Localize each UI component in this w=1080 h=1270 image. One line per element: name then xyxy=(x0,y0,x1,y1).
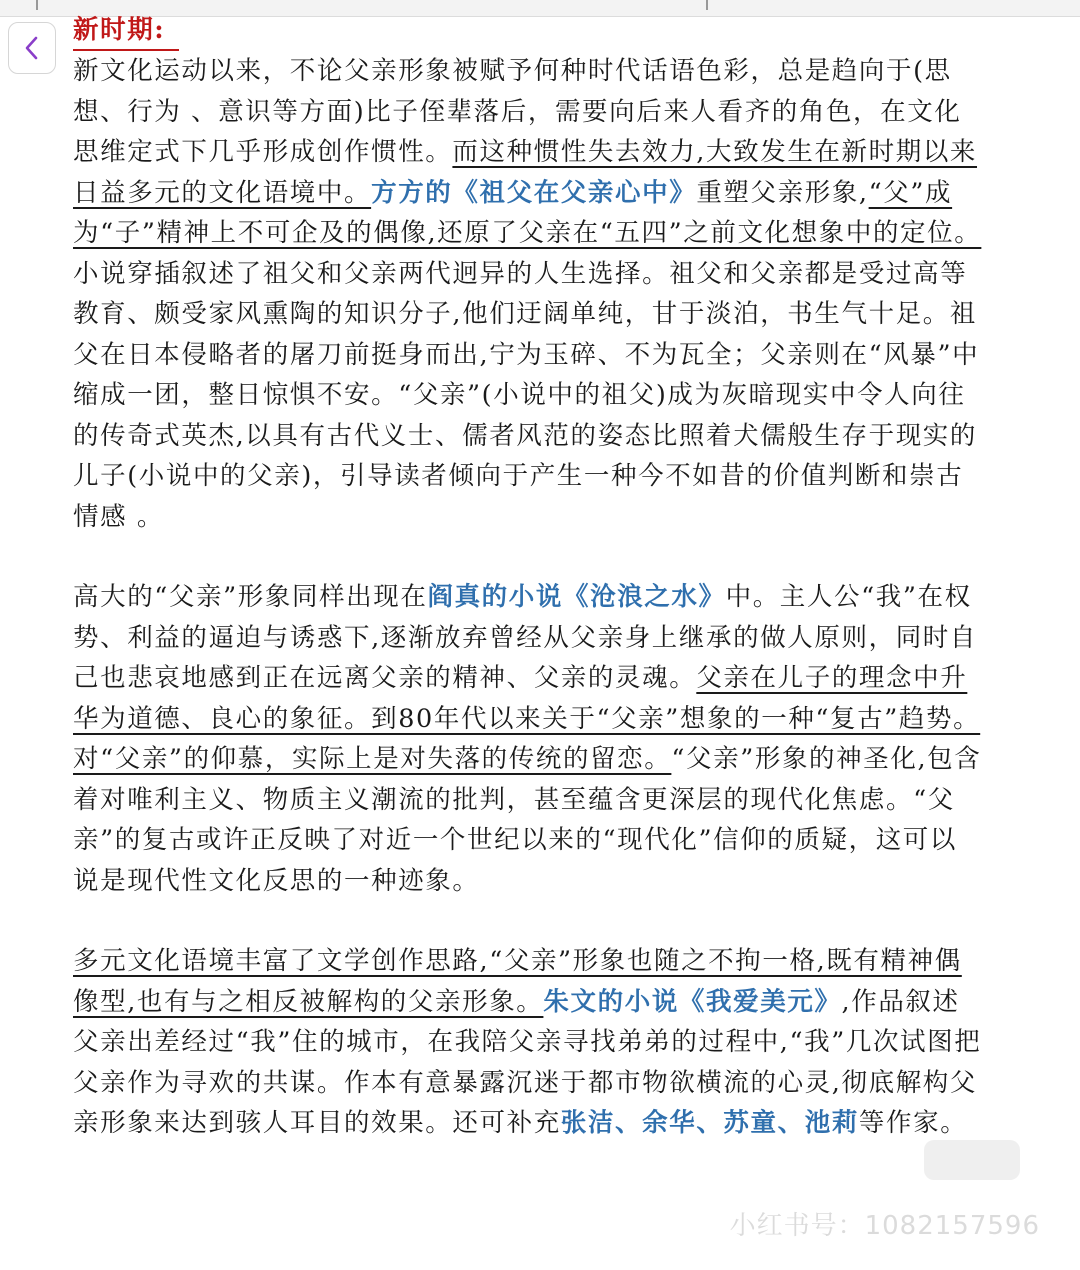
p1-text: 小说穿插叙述了祖父和父亲两代迥异的人生选择。祖父和父亲都是受过高等教育、颇受家风熏陶的知识分子,他们迂阔单纯，甘于淡泊，书生气十足。祖父在日本侵略者的屠刀前挺身而出,宁为玉碎、不为瓦全；父亲则在“风暴”中缩成一团，整日惊惧不安。“父亲”(小说中的祖父)成为灰暗现实中令人向往的传奇式英杰,以具有古代义士、儒者风范的姿态比照着犬儒般生存于现实的儿子(小说中的父亲)，引导读者倾向于产生一种今不如昔的价值判断和崇古情感 。 xyxy=(73,258,980,532)
p2-text: 中。主人公“我”在权势、利益的逼迫与诱惑下,逐渐放弃曾经从父亲身上继承的做人原则，同时自己也悲哀地感到正在远离父亲的精神、父亲的灵魂。 xyxy=(73,582,978,693)
chevron-left-icon xyxy=(22,35,42,61)
p3-underlined: 多元文化语境丰富了文学创作思路,“父亲”形象也随之不拘一格,既有精神偶像型,也有与之相反被解构的父亲形象。 xyxy=(73,946,962,1017)
p3-text: 等作家。 xyxy=(858,1108,968,1138)
work-title-yanzhen: 阎真的小说《沧浪之水》 xyxy=(427,582,726,612)
work-title-zhuwen: 朱文的小说《我爱美元》 xyxy=(543,986,842,1017)
p1-text: 新文化运动以来，不论父亲形象被赋予何种时代话语色彩，总是趋向于(思想、行为 、意识等方面)比子侄辈落后，需要向后来人看齐的角色，在文化思维定式下几乎形成创作惯性。 xyxy=(73,56,962,167)
status-tick xyxy=(706,0,708,10)
p2-underlined: 父亲在儿子的理念中升华为道德、良心的象征。到80年代以来关于“父亲”想象的一种“复古”趋势。对“父亲”的仰慕，实际上是对失落的传统的留恋。 xyxy=(73,663,981,774)
section-heading: 新时期: xyxy=(73,11,179,51)
p2-text: 高大的“父亲”形象同样出现在 xyxy=(73,582,428,612)
p1-underlined: “父”成为“子”精神上不可企及的偶像,还原了父亲在“五四”之前文化想象中的定位。 xyxy=(73,177,982,248)
status-tick xyxy=(36,0,38,10)
back-button[interactable] xyxy=(8,22,56,74)
p2-text: “父亲”形象的神圣化,包含着对唯利主义、物质主义潮流的批判，甚至蕴含更深层的现代化焦虑。“父亲”的复古或许正反映了对近一个世纪以来的“现代化”信仰的质疑，这可以说是现代性文化反思的一种迹象。 xyxy=(73,744,982,896)
p1-underlined: 而这种惯性失去效力,大致发生在新时期以来日益多元的文化语境中。 xyxy=(73,137,978,208)
p3-text: ,作品叙述父亲出差经过“我”住的城市，在我陪父亲寻找弟弟的过程中,“我”几次试图把父亲作为寻欢的共谋。作本有意暴露沉迷于都市物欲横流的心灵,彻底解构父亲形象来达到骇人耳目的效果。还可补充 xyxy=(73,986,982,1138)
paragraph-1 xyxy=(73,51,983,537)
p1-text: 重塑父亲形象, xyxy=(696,177,869,208)
watermark-text: 小红书号：1082157596 xyxy=(729,1211,1040,1241)
document-body xyxy=(73,10,983,1144)
paragraph-2 xyxy=(73,577,983,901)
work-title-fangfang: 方方的《祖父在父亲心中》 xyxy=(371,177,697,208)
paragraph-3 xyxy=(73,941,983,1144)
watermark-logo xyxy=(924,1140,1020,1180)
author-list: 张洁、余华、苏童、池莉 xyxy=(560,1108,859,1138)
